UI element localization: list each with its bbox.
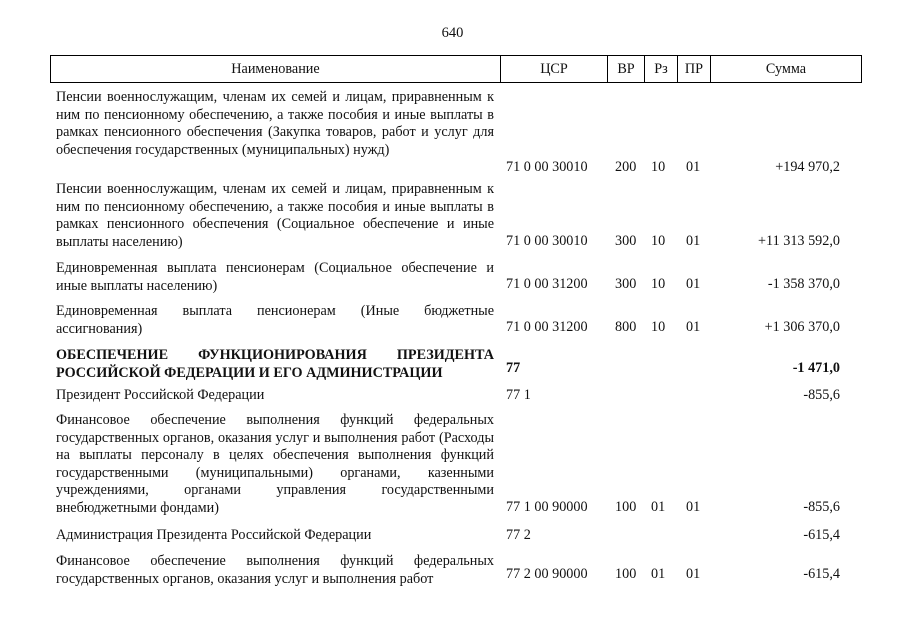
row-csr: 71 0 00 30010 [506, 233, 588, 249]
header-name: Наименование [231, 61, 320, 77]
row-vr: 300 [615, 233, 637, 249]
row-vr: 200 [615, 159, 637, 175]
row-name: Пенсии военнослужащим, членам их семей и лицам, приравненным к ним по пенсионному обеспечению, а также пособия и иные выплаты в рамках пенсионного обеспечения (Закупка товаров, работ и услуг для обеспечения государственных (муниципальных) нужд) [56, 89, 494, 158]
row-vr: 100 [615, 566, 637, 582]
row-csr: 71 0 00 31200 [506, 276, 588, 292]
row-name: ОБЕСПЕЧЕНИЕ ФУНКЦИОНИРОВАНИЯ ПРЕЗИДЕНТА РОССИЙСКОЙ ФЕДЕРАЦИИ И ЕГО АДМИНИСТРАЦИИ [56, 347, 494, 381]
row-csr: 77 1 00 90000 [506, 499, 588, 515]
row-name: Пенсии военнослужащим, членам их семей и лицам, приравненным к ним по пенсионному обеспечению, а также пособия и иные выплаты в рамках пенсионного обеспечения (Социальное обеспечение и иные выплаты населению) [56, 181, 494, 250]
row-pr: 01 [686, 159, 701, 175]
row-rz: 10 [651, 319, 666, 335]
row-sum: -1 358 370,0 [767, 276, 840, 292]
row-name: Финансовое обеспечение выполнения функций федеральных государственных органов, оказания услуг и выполнения работ [56, 553, 494, 587]
header-csr: ЦСР [500, 56, 607, 82]
row-csr: 77 1 [506, 387, 531, 403]
row-pr: 01 [686, 233, 701, 249]
row-rz: 10 [651, 276, 666, 292]
row-pr: 01 [686, 319, 701, 335]
header-pr: ПР [677, 56, 710, 82]
row-pr: 01 [686, 566, 701, 582]
row-pr: 01 [686, 499, 701, 515]
row-name: Президент Российской Федерации [56, 387, 265, 403]
row-vr: 100 [615, 499, 637, 515]
row-rz: 01 [651, 566, 666, 582]
row-sum: +11 313 592,0 [758, 233, 840, 249]
row-rz: 01 [651, 499, 666, 515]
row-csr: 71 0 00 31200 [506, 319, 588, 335]
row-rz: 10 [651, 159, 666, 175]
row-csr: 77 [506, 360, 521, 376]
row-csr: 77 2 [506, 527, 531, 543]
row-name: Финансовое обеспечение выполнения функций федеральных государственных органов, оказания услуг и выполнения работ (Расходы на выплаты персоналу в целях обеспечения выполнения функций государственными (муниципальными) органами, казенными учреждениями, органами управления государственными внебюджетными фондами) [56, 412, 494, 516]
row-rz: 10 [651, 233, 666, 249]
row-sum: -1 471,0 [792, 360, 840, 376]
row-csr: 71 0 00 30010 [506, 159, 588, 175]
row-name: Единовременная выплата пенсионерам (Иные бюджетные ассигнования) [56, 303, 494, 337]
row-sum: -615,4 [803, 566, 840, 582]
row-sum: -615,4 [803, 527, 840, 543]
header-rz: Рз [644, 56, 677, 82]
row-csr: 77 2 00 90000 [506, 566, 588, 582]
row-name: Единовременная выплата пенсионерам (Социальное обеспечение и иные выплаты населению) [56, 260, 494, 294]
row-vr: 300 [615, 276, 637, 292]
page-number: 640 [441, 25, 464, 41]
row-name: Администрация Президента Российской Федерации [56, 527, 372, 543]
row-sum: +1 306 370,0 [764, 319, 840, 335]
table-header [50, 55, 862, 83]
row-sum: -855,6 [803, 387, 840, 403]
row-sum: +194 970,2 [775, 159, 840, 175]
header-vr: ВР [607, 56, 644, 82]
row-vr: 800 [615, 319, 637, 335]
row-sum: -855,6 [803, 499, 840, 515]
row-pr: 01 [686, 276, 701, 292]
header-sum: Сумма [710, 56, 861, 82]
